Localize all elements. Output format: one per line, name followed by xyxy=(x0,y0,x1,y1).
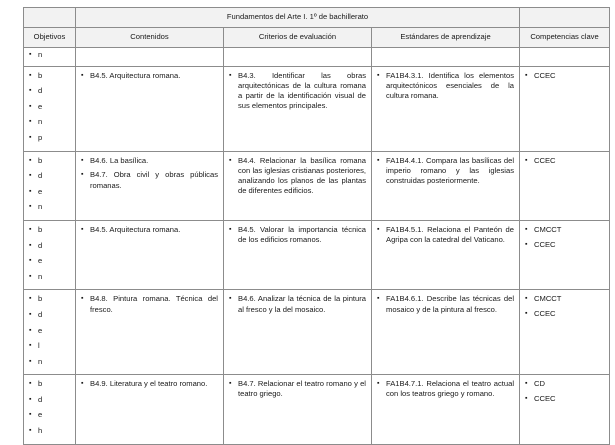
title-row xyxy=(24,8,610,28)
header-contenidos: Contenidos xyxy=(76,28,224,48)
table-row xyxy=(24,375,610,444)
list-item: ▪ b xyxy=(29,379,70,389)
list-item: ▪ B4.5. Arquitectura romana. xyxy=(81,225,218,235)
list-item: ▪ e xyxy=(29,326,70,336)
cell-contenidos xyxy=(76,290,224,375)
cell-competencias xyxy=(520,220,610,289)
table-row xyxy=(24,290,610,375)
list-item: ▪ e xyxy=(29,256,70,266)
cell-competencias xyxy=(520,151,610,220)
cell-criterios xyxy=(224,220,372,289)
cell-estandares xyxy=(372,290,520,375)
list-item: ▪ CCEC xyxy=(525,394,604,404)
cell-estandares xyxy=(372,66,520,151)
cell-criterios xyxy=(224,151,372,220)
list-item: ▪ B4.8. Pintura romana. Técnica del fresco. xyxy=(81,294,218,314)
list-item: ▪ B4.7. Obra civil y obras públicas romanas. xyxy=(81,170,218,190)
table-row xyxy=(24,66,610,151)
list-item: ▪ CCEC xyxy=(525,156,604,166)
list-item: ▪ n xyxy=(29,357,70,367)
header-objetivos: Objetivos xyxy=(24,28,76,48)
table-title: Fundamentos del Arte I. 1º de bachillerato xyxy=(76,8,520,28)
list-item: ▪ b xyxy=(29,225,70,235)
list-item: ▪ CMCCT xyxy=(525,225,604,235)
list-item: ▪ n xyxy=(29,202,70,212)
list-item: ▪ B4.5. Valorar la importancia técnica de los edificios romanos. xyxy=(229,225,366,245)
list-item: ▪ FA1B4.3.1. Identifica los elementos arquitectónicos esenciales de la cultura romana. xyxy=(377,71,514,102)
list-item: ▪ p xyxy=(29,133,70,143)
cell-estandares xyxy=(372,375,520,444)
cell-criterios xyxy=(224,375,372,444)
cell-competencias xyxy=(520,66,610,151)
list-item: ▪ CCEC xyxy=(525,309,604,319)
list-item: ▪ l xyxy=(29,341,70,351)
list-item: ▪ CMCCT xyxy=(525,294,604,304)
cell-objetivos xyxy=(24,151,76,220)
list-item: ▪ B4.6. Analizar la técnica de la pintura al fresco y la del mosaico. xyxy=(229,294,366,314)
list-item: ▪ b xyxy=(29,294,70,304)
title-blank-cell-right xyxy=(520,8,610,28)
list-item: ▪ B4.5. Arquitectura romana. xyxy=(81,71,218,81)
cell-competencias xyxy=(520,290,610,375)
list-item: ▪ B4.4. Relacionar la basílica romana con las iglesias cristianas posteriores, analizando los planos de las plantas de diferentes edificios. xyxy=(229,156,366,197)
cell-objetivos xyxy=(24,48,76,67)
cell-contenidos xyxy=(76,220,224,289)
curriculum-table xyxy=(23,7,610,445)
header-row xyxy=(24,28,610,48)
cell-objetivos xyxy=(24,375,76,444)
list-item: ▪ b xyxy=(29,156,70,166)
cell-contenidos xyxy=(76,375,224,444)
cell-competencias xyxy=(520,375,610,444)
list-item: ▪ e xyxy=(29,187,70,197)
list-item: ▪ n xyxy=(29,272,70,282)
list-item: ▪ CD xyxy=(525,379,604,389)
cell-contenidos xyxy=(76,48,224,67)
cell-criterios xyxy=(224,48,372,67)
list-item: ▪ d xyxy=(29,241,70,251)
list-item: ▪ B4.9. Literatura y el teatro romano. xyxy=(81,379,218,389)
list-item: ▪ h xyxy=(29,426,70,436)
list-item: ▪ d xyxy=(29,395,70,405)
cell-criterios xyxy=(224,290,372,375)
list-item: ▪ n xyxy=(29,50,70,60)
cell-competencias xyxy=(520,48,610,67)
cell-contenidos xyxy=(76,151,224,220)
list-item: ▪ B4.7. Relacionar el teatro romano y el teatro griego. xyxy=(229,379,366,399)
table-row xyxy=(24,220,610,289)
table-row xyxy=(24,48,610,67)
cell-objetivos xyxy=(24,66,76,151)
list-item: ▪ e xyxy=(29,410,70,420)
list-item: ▪ FA1B4.6.1. Describe las técnicas del mosaico y de la pintura al fresco. xyxy=(377,294,514,314)
header-competencias: Competencias clave xyxy=(520,28,610,48)
list-item: ▪ b xyxy=(29,71,70,81)
cell-estandares xyxy=(372,48,520,67)
cell-criterios xyxy=(224,66,372,151)
title-blank-cell xyxy=(24,8,76,28)
list-item: ▪ FA1B4.4.1. Compara las basílicas del imperio romano y las iglesias construidas posteriormente. xyxy=(377,156,514,187)
list-item: ▪ d xyxy=(29,86,70,96)
list-item: ▪ CCEC xyxy=(525,240,604,250)
cell-objetivos xyxy=(24,290,76,375)
list-item: ▪ n xyxy=(29,117,70,127)
header-criterios: Criterios de evaluación xyxy=(224,28,372,48)
list-item: ▪ e xyxy=(29,102,70,112)
list-item: ▪ FA1B4.7.1. Relaciona el teatro actual con los teatros griego y romano. xyxy=(377,379,514,399)
list-item: ▪ CCEC xyxy=(525,71,604,81)
list-item: ▪ B4.6. La basílica. xyxy=(81,156,218,166)
cell-contenidos xyxy=(76,66,224,151)
cell-estandares xyxy=(372,151,520,220)
list-item: ▪ FA1B4.5.1. Relaciona el Panteón de Agripa con la catedral del Vaticano. xyxy=(377,225,514,245)
table-row xyxy=(24,151,610,220)
list-item: ▪ d xyxy=(29,171,70,181)
header-estandares: Estándares de aprendizaje xyxy=(372,28,520,48)
table-body xyxy=(24,48,610,445)
cell-estandares xyxy=(372,220,520,289)
list-item: ▪ d xyxy=(29,310,70,320)
cell-objetivos xyxy=(24,220,76,289)
list-item: ▪ B4.3. Identificar las obras arquitectónicas de la cultura romana a partir de la identificación visual de sus elementos principales. xyxy=(229,71,366,112)
